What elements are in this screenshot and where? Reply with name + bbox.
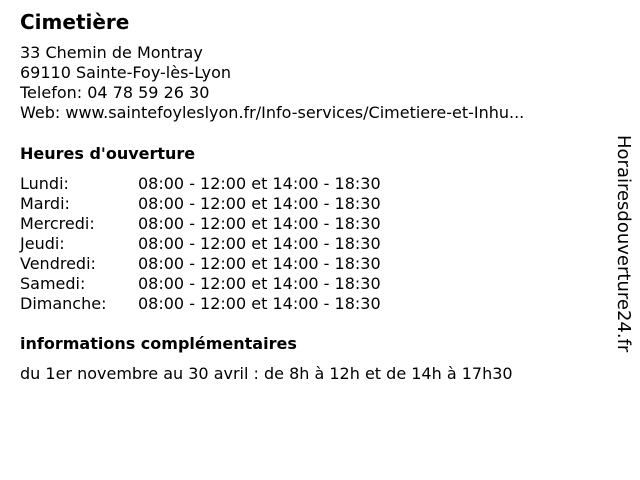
opening-hours-heading: Heures d'ouverture [20,144,196,163]
time-range: 08:00 - 12:00 et 14:00 - 18:30 [138,174,381,193]
day-label: Vendredi: [20,254,96,273]
additional-info-heading: informations complémentaires [20,334,297,353]
day-label: Samedi: [20,274,86,293]
day-label: Jeudi: [20,234,65,253]
time-range: 08:00 - 12:00 et 14:00 - 18:30 [138,234,381,253]
street-address: 33 Chemin de Montray [20,43,203,62]
time-range: 08:00 - 12:00 et 14:00 - 18:30 [138,254,381,273]
day-label: Dimanche: [20,294,107,313]
time-range: 08:00 - 12:00 et 14:00 - 18:30 [138,194,381,213]
address-block [20,43,524,123]
city-postal-code: 69110 Sainte-Foy-lès-Lyon [20,63,232,82]
site-brand-watermark: Horairesdouverture24.fr [613,135,634,353]
phone-number: Telefon: 04 78 59 26 30 [20,83,210,102]
time-range: 08:00 - 12:00 et 14:00 - 18:30 [138,214,381,233]
page-title: Cimetière [20,10,130,34]
day-label: Mercredi: [20,214,95,233]
time-range: 08:00 - 12:00 et 14:00 - 18:30 [138,274,381,293]
website-link: Web: www.saintefoyleslyon.fr/Info-services/Cimetiere-et-Inhu... [20,103,525,122]
day-label: Mardi: [20,194,70,213]
day-label: Lundi: [20,174,69,193]
time-range: 08:00 - 12:00 et 14:00 - 18:30 [138,294,381,313]
additional-info-text: du 1er novembre au 30 avril : de 8h à 12h et de 14h à 17h30 [20,364,513,383]
